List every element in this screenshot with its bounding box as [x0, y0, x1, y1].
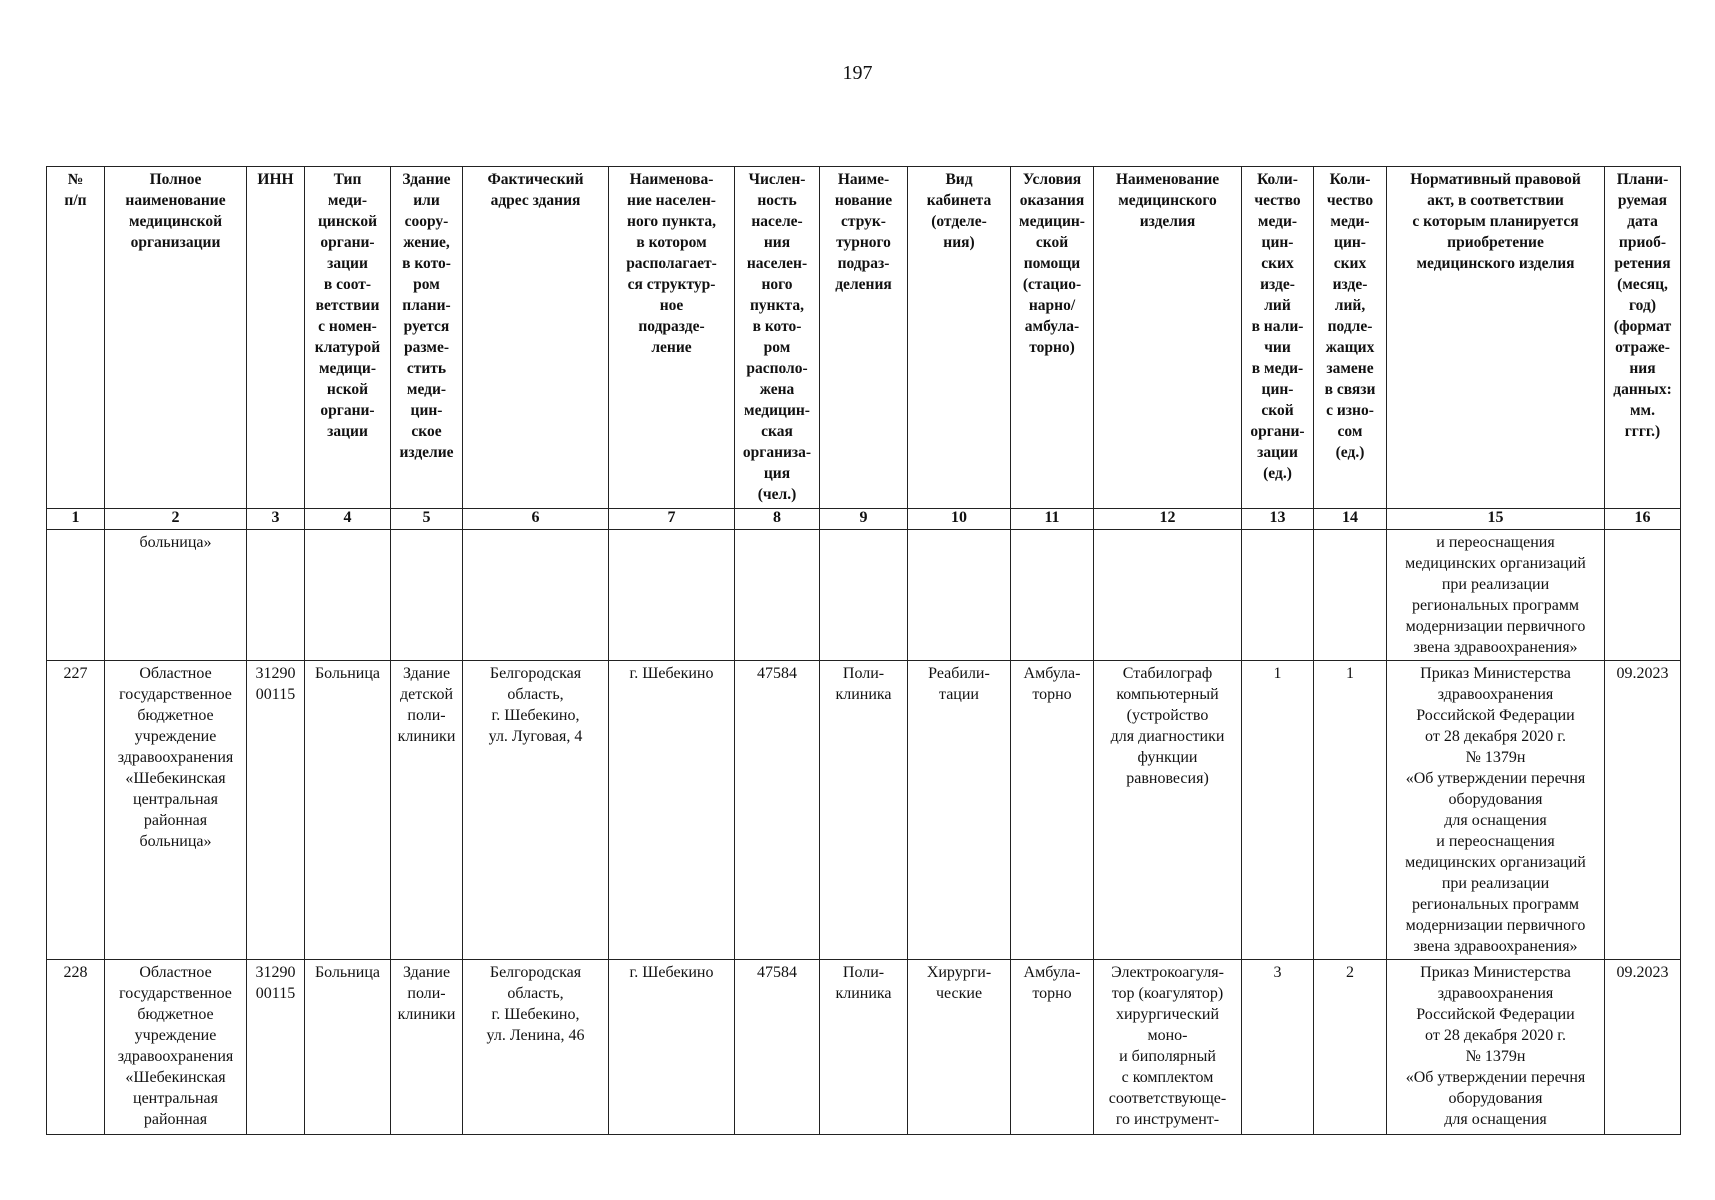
- cell-address: [463, 530, 609, 661]
- header-cell: Плани- руемая дата приоб- ретения (месяц, год) (формат отраже- ния данных: мм. гггг.): [1605, 167, 1681, 509]
- header-cell: ИНН: [247, 167, 305, 509]
- cell-population: 47584: [735, 661, 820, 960]
- header-cell: Наименование медицинского изделия: [1094, 167, 1242, 509]
- table-row: [47, 661, 1681, 960]
- cell-device: Электрокоагуля- тор (коагулятор) хирургический моно- и биполярный с комплектом соответствующе- го инструмент-: [1094, 960, 1242, 1135]
- cell-building: Здание детской поли- клиники: [391, 661, 463, 960]
- column-number: 10: [908, 509, 1011, 530]
- header-cell: Здание или соору- жение, в кото- ром плани- руется разме- стить меди- цин- ское изделие: [391, 167, 463, 509]
- cell-population: [735, 530, 820, 661]
- cell-qty-replace: 1: [1314, 661, 1387, 960]
- cell-cabinet: Хирурги- ческие: [908, 960, 1011, 1135]
- column-number: 14: [1314, 509, 1387, 530]
- cell-device: [1094, 530, 1242, 661]
- cell-qty-replace: 2: [1314, 960, 1387, 1135]
- cell-legal-act: Приказ Министерства здравоохранения Российской Федерации от 28 декабря 2020 г. № 1379н «Об утверждении перечня оборудования для оснащения: [1387, 960, 1605, 1135]
- cell-population: 47584: [735, 960, 820, 1135]
- column-number: 6: [463, 509, 609, 530]
- column-number: 2: [105, 509, 247, 530]
- cell-inn: 31290 00115: [247, 661, 305, 960]
- cell-conditions: [1011, 530, 1094, 661]
- header-cell: Фактический адрес здания: [463, 167, 609, 509]
- cell-locality: г. Шебекино: [609, 960, 735, 1135]
- column-number: 1: [47, 509, 105, 530]
- cell-locality: г. Шебекино: [609, 661, 735, 960]
- cell-inn: [247, 530, 305, 661]
- cell-cabinet: Реабили- тации: [908, 661, 1011, 960]
- cell-legal-act: и переоснащения медицинских организаций при реализации региональных программ модернизации первичного звена здравоохранения»: [1387, 530, 1605, 661]
- equipment-table: [46, 166, 1681, 1135]
- cell-number: 227: [47, 661, 105, 960]
- table-row-continuation: [47, 530, 1681, 661]
- cell-qty-replace: [1314, 530, 1387, 661]
- cell-qty-available: 1: [1242, 661, 1314, 960]
- header-cell: Наименова- ние населен- ного пункта, в котором располагает- ся структур- ное подразде- ление: [609, 167, 735, 509]
- header-cell: Коли- чество меди- цин- ских изде- лий в нали- чии в меди- цин- ской органи- зации (ед.): [1242, 167, 1314, 509]
- cell-inn: 31290 00115: [247, 960, 305, 1135]
- column-number: 16: [1605, 509, 1681, 530]
- cell-building: Здание поли- клиники: [391, 960, 463, 1135]
- column-number: 12: [1094, 509, 1242, 530]
- cell-org-type: Больница: [305, 960, 391, 1135]
- column-number: 11: [1011, 509, 1094, 530]
- cell-subdivision: [820, 530, 908, 661]
- header-row: [47, 167, 1681, 509]
- column-number: 13: [1242, 509, 1314, 530]
- cell-org-type: Больница: [305, 661, 391, 960]
- header-cell: Тип меди- цинской органи- зации в соот- ветствии с номен- клатурой медици- нской органи- зации: [305, 167, 391, 509]
- header-cell: Условия оказания медицин- ской помощи (стацио- нарно/ амбула- торно): [1011, 167, 1094, 509]
- header-cell: Наиме- нование струк- турного подраз- деления: [820, 167, 908, 509]
- cell-organization: больница»: [105, 530, 247, 661]
- cell-number: 228: [47, 960, 105, 1135]
- cell-conditions: Амбула- торно: [1011, 960, 1094, 1135]
- header-cell: Числен- ность населе- ния населен- ного пункта, в кото- ром располо- жена медицин- ская организа- ция (чел.): [735, 167, 820, 509]
- cell-subdivision: Поли- клиника: [820, 661, 908, 960]
- cell-date: 09.2023: [1605, 661, 1681, 960]
- cell-organization: Областное государственное бюджетное учреждение здравоохранения «Шебекинская центральная районная больница»: [105, 661, 247, 960]
- cell-organization: Областное государственное бюджетное учреждение здравоохранения «Шебекинская центральная районная: [105, 960, 247, 1135]
- column-number: 5: [391, 509, 463, 530]
- header-cell: Коли- чество меди- цин- ских изде- лий, подле- жащих замене в связи с изно- сом (ед.): [1314, 167, 1387, 509]
- column-number-row: [47, 509, 1681, 530]
- column-number: 15: [1387, 509, 1605, 530]
- header-cell: Полное наименование медицинской организации: [105, 167, 247, 509]
- cell-subdivision: Поли- клиника: [820, 960, 908, 1135]
- cell-building: [391, 530, 463, 661]
- cell-conditions: Амбула- торно: [1011, 661, 1094, 960]
- header-cell: Вид кабинета (отделе- ния): [908, 167, 1011, 509]
- cell-address: Белгородская область, г. Шебекино, ул. Ленина, 46: [463, 960, 609, 1135]
- cell-date: [1605, 530, 1681, 661]
- cell-legal-act: Приказ Министерства здравоохранения Российской Федерации от 28 декабря 2020 г. № 1379н «Об утверждении перечня оборудования для оснащения и переоснащения медицинских организаций при реализации региональных программ модернизации первичного звена здравоохранения»: [1387, 661, 1605, 960]
- header-cell: Нормативный правовой акт, в соответствии с которым планируется приобретение медицинского изделия: [1387, 167, 1605, 509]
- cell-cabinet: [908, 530, 1011, 661]
- cell-locality: [609, 530, 735, 661]
- column-number: 7: [609, 509, 735, 530]
- column-number: 8: [735, 509, 820, 530]
- cell-qty-available: 3: [1242, 960, 1314, 1135]
- page-number: 197: [842, 62, 873, 84]
- cell-qty-available: [1242, 530, 1314, 661]
- cell-org-type: [305, 530, 391, 661]
- column-number: 3: [247, 509, 305, 530]
- cell-number: [47, 530, 105, 661]
- cell-device: Стабилограф компьютерный (устройство для диагностики функции равновесия): [1094, 661, 1242, 960]
- column-number: 9: [820, 509, 908, 530]
- table-row: [47, 960, 1681, 1135]
- header-cell: № п/п: [47, 167, 105, 509]
- cell-address: Белгородская область, г. Шебекино, ул. Луговая, 4: [463, 661, 609, 960]
- column-number: 4: [305, 509, 391, 530]
- cell-date: 09.2023: [1605, 960, 1681, 1135]
